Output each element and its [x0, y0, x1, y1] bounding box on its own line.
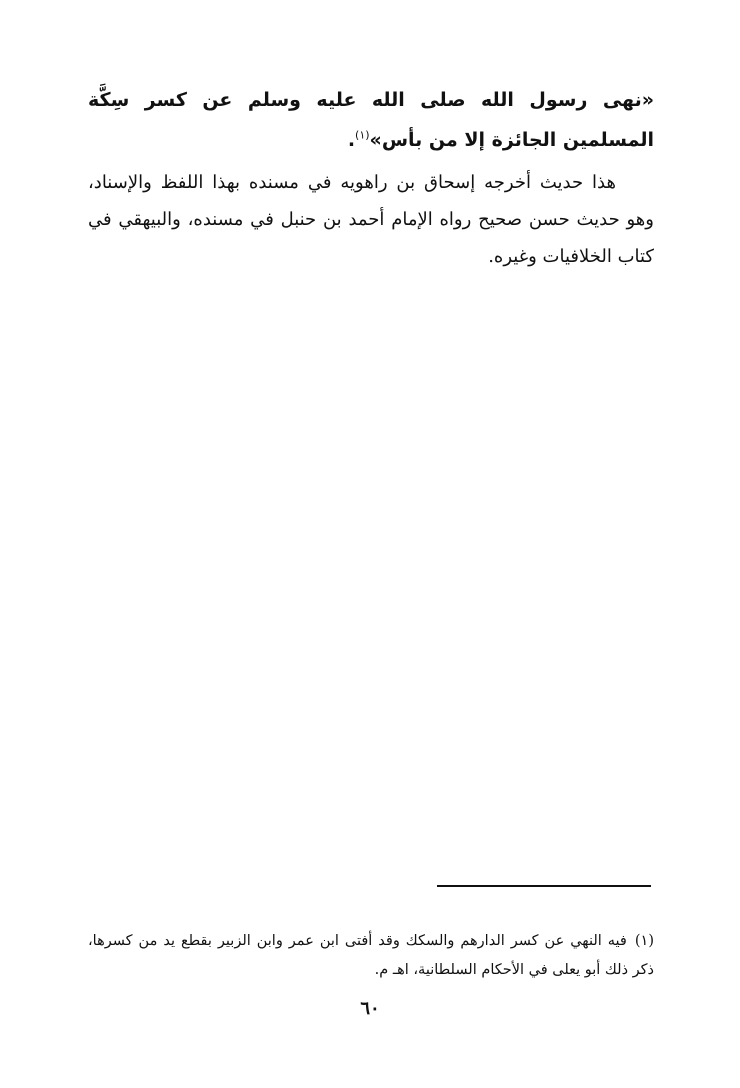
commentary-paragraph: هذا حديث أخرجه إسحاق بن راهويه في مسنده بهذا اللفظ والإسناد، وهو حديث حسن صحيح رواه الإمام أحمد بن حنبل في مسنده، والبيهقي في كتاب الخلافيات وغيره.: [88, 172, 654, 267]
footnote: [88, 927, 654, 985]
footnote-text: فيه النهي عن كسر الدارهم والسكك وقد أفتى ابن عمر وابن الزبير بقطع يد من كسرها، ذكر ذلك أبو يعلى في الأحكام السلطانية، اهـ م.: [88, 933, 654, 978]
footnote-number: (١): [634, 933, 654, 949]
page-number: ٦٠: [360, 998, 380, 1019]
hadith-quote: [88, 80, 654, 160]
footnote-reference: (١): [355, 128, 370, 142]
hadith-text: «نهى رسول الله صلى الله عليه وسلم عن كسر سِكَّة المسلمين الجائزة إلا من بأس»: [88, 89, 654, 151]
footnote-separator: [437, 885, 651, 887]
hadith-end-mark: .: [347, 129, 356, 151]
